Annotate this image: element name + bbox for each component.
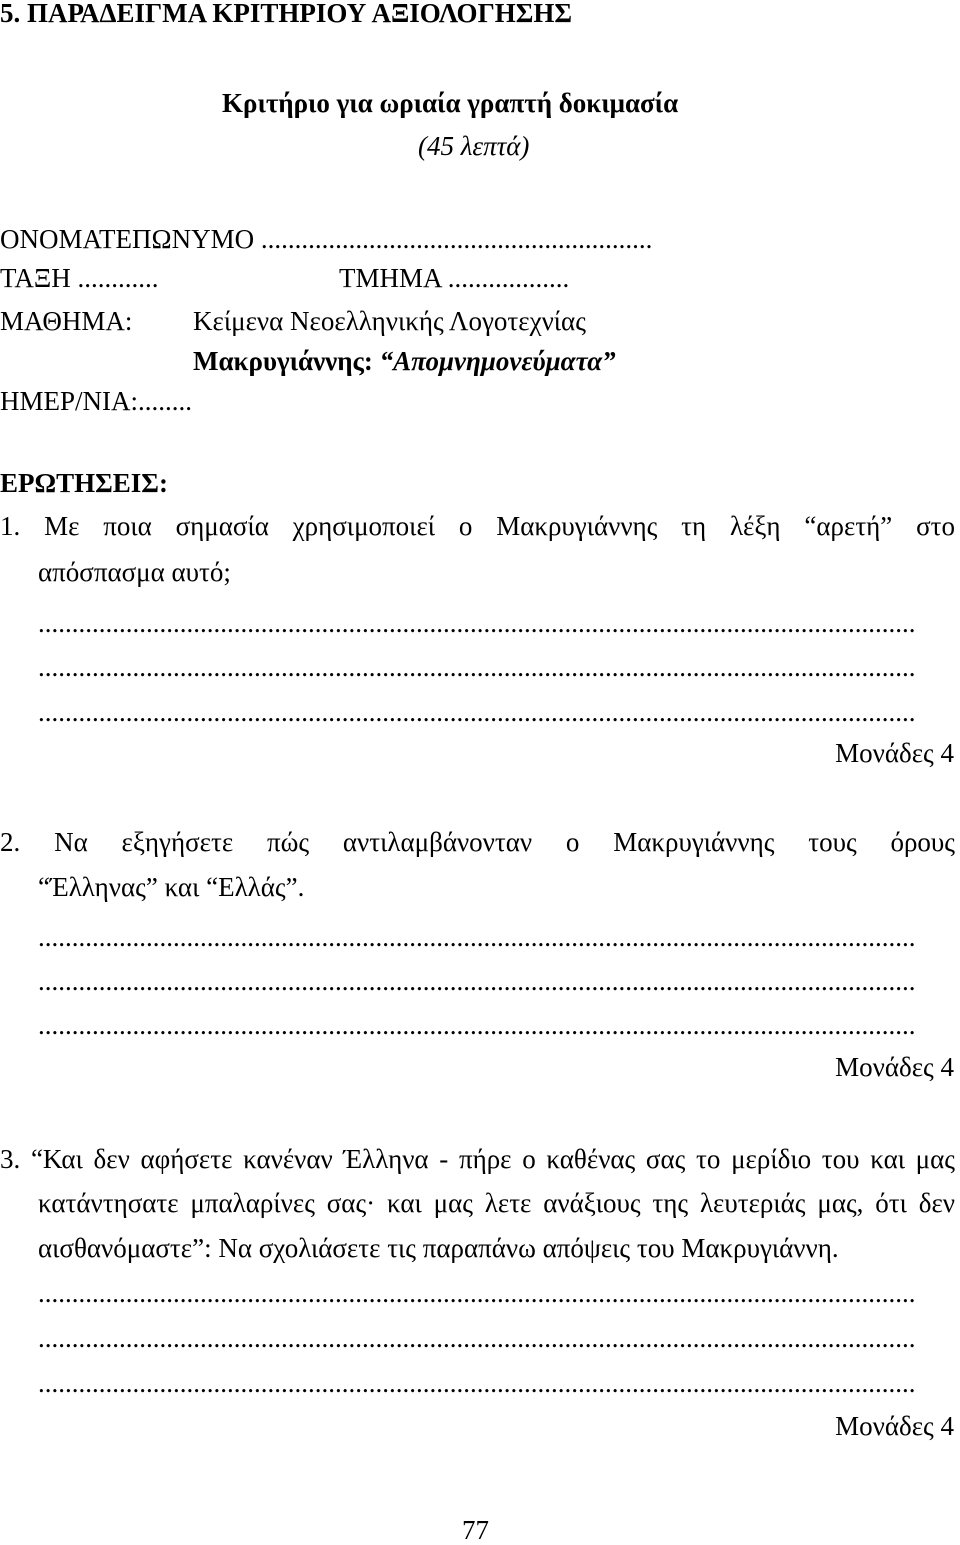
- question-2-line-2: “Έλληνας” και “Ελλάς”.: [38, 872, 305, 902]
- answer-line: ..................................................................................................................................: [38, 699, 916, 726]
- question-2-line-1: 2. Να εξηγήσετε πώς αντιλαμβάνονταν ο Μακρυγιάννης τους όρους: [0, 827, 955, 857]
- date-field-line: ΗΜΕΡ/ΝΙΑ:........: [0, 386, 193, 416]
- question-1-line-2: απόσπασμα αυτό;: [38, 557, 231, 587]
- question-3-marks: Μονάδες 4: [835, 1411, 954, 1441]
- name-field-line: ΟΝΟΜΑΤΕΠΩΝΥΜΟ ..........................................................: [0, 224, 653, 254]
- section-field-line: ΤΜΗΜΑ ..................: [339, 263, 570, 293]
- answer-line: ..................................................................................................................................: [38, 1012, 916, 1039]
- answer-line: ..................................................................................................................................: [38, 924, 916, 951]
- question-3-line-1: 3. “Και δεν αφήσετε κανέναν Έλληνα - πήρε ο καθένας σας το μερίδιο του και μας: [0, 1144, 955, 1174]
- answer-line: ..................................................................................................................................: [38, 968, 916, 995]
- page-number: 77: [462, 1515, 489, 1545]
- answer-line: ..................................................................................................................................: [38, 1370, 916, 1397]
- subtopic-author: Μακρυγιάννης:: [193, 346, 380, 376]
- answer-line: ..................................................................................................................................: [38, 1280, 916, 1307]
- test-duration: (45 λεπτά): [418, 131, 530, 161]
- class-field-line: ΤΑΞΗ ............: [0, 263, 159, 293]
- questions-heading: ΕΡΩΤΗΣΕΙΣ:: [0, 468, 168, 498]
- answer-line: ..................................................................................................................................: [38, 1325, 916, 1352]
- subject-label: ΜΑΘΗΜΑ:: [0, 306, 133, 336]
- test-title: Κριτήριο για ωριαία γραπτή δοκιμασία: [222, 88, 679, 118]
- question-3-line-2: κατάντησατε μπαλαρίνες σας· και μας λετε ανάξιους της λευτεριάς μας, ότι δεν: [38, 1188, 955, 1218]
- question-3-line-3: αισθανόμαστε”: Να σχολιάσετε τις παραπάνω απόψεις του Μακρυγιάννη.: [38, 1233, 839, 1263]
- answer-line: ..................................................................................................................................: [38, 654, 916, 681]
- section-title: 5. ΠΑΡΑΔΕΙΓΜΑ ΚΡΙΤΗΡΙΟΥ ΑΞΙΟΛΟΓΗΣΗΣ: [0, 0, 573, 28]
- subtopic-work: “Απομνημονεύματα”: [379, 346, 616, 376]
- question-1-line-1: 1. Με ποια σημασία χρησιμοποιεί ο Μακρυγιάννης τη λέξη “αρετή” στο: [0, 511, 955, 541]
- question-1-marks: Μονάδες 4: [835, 738, 954, 768]
- question-2-marks: Μονάδες 4: [835, 1052, 954, 1082]
- subject-value: Κείμενα Νεοελληνικής Λογοτεχνίας: [193, 306, 586, 336]
- subtopic: [193, 348, 616, 375]
- answer-line: ..................................................................................................................................: [38, 610, 916, 637]
